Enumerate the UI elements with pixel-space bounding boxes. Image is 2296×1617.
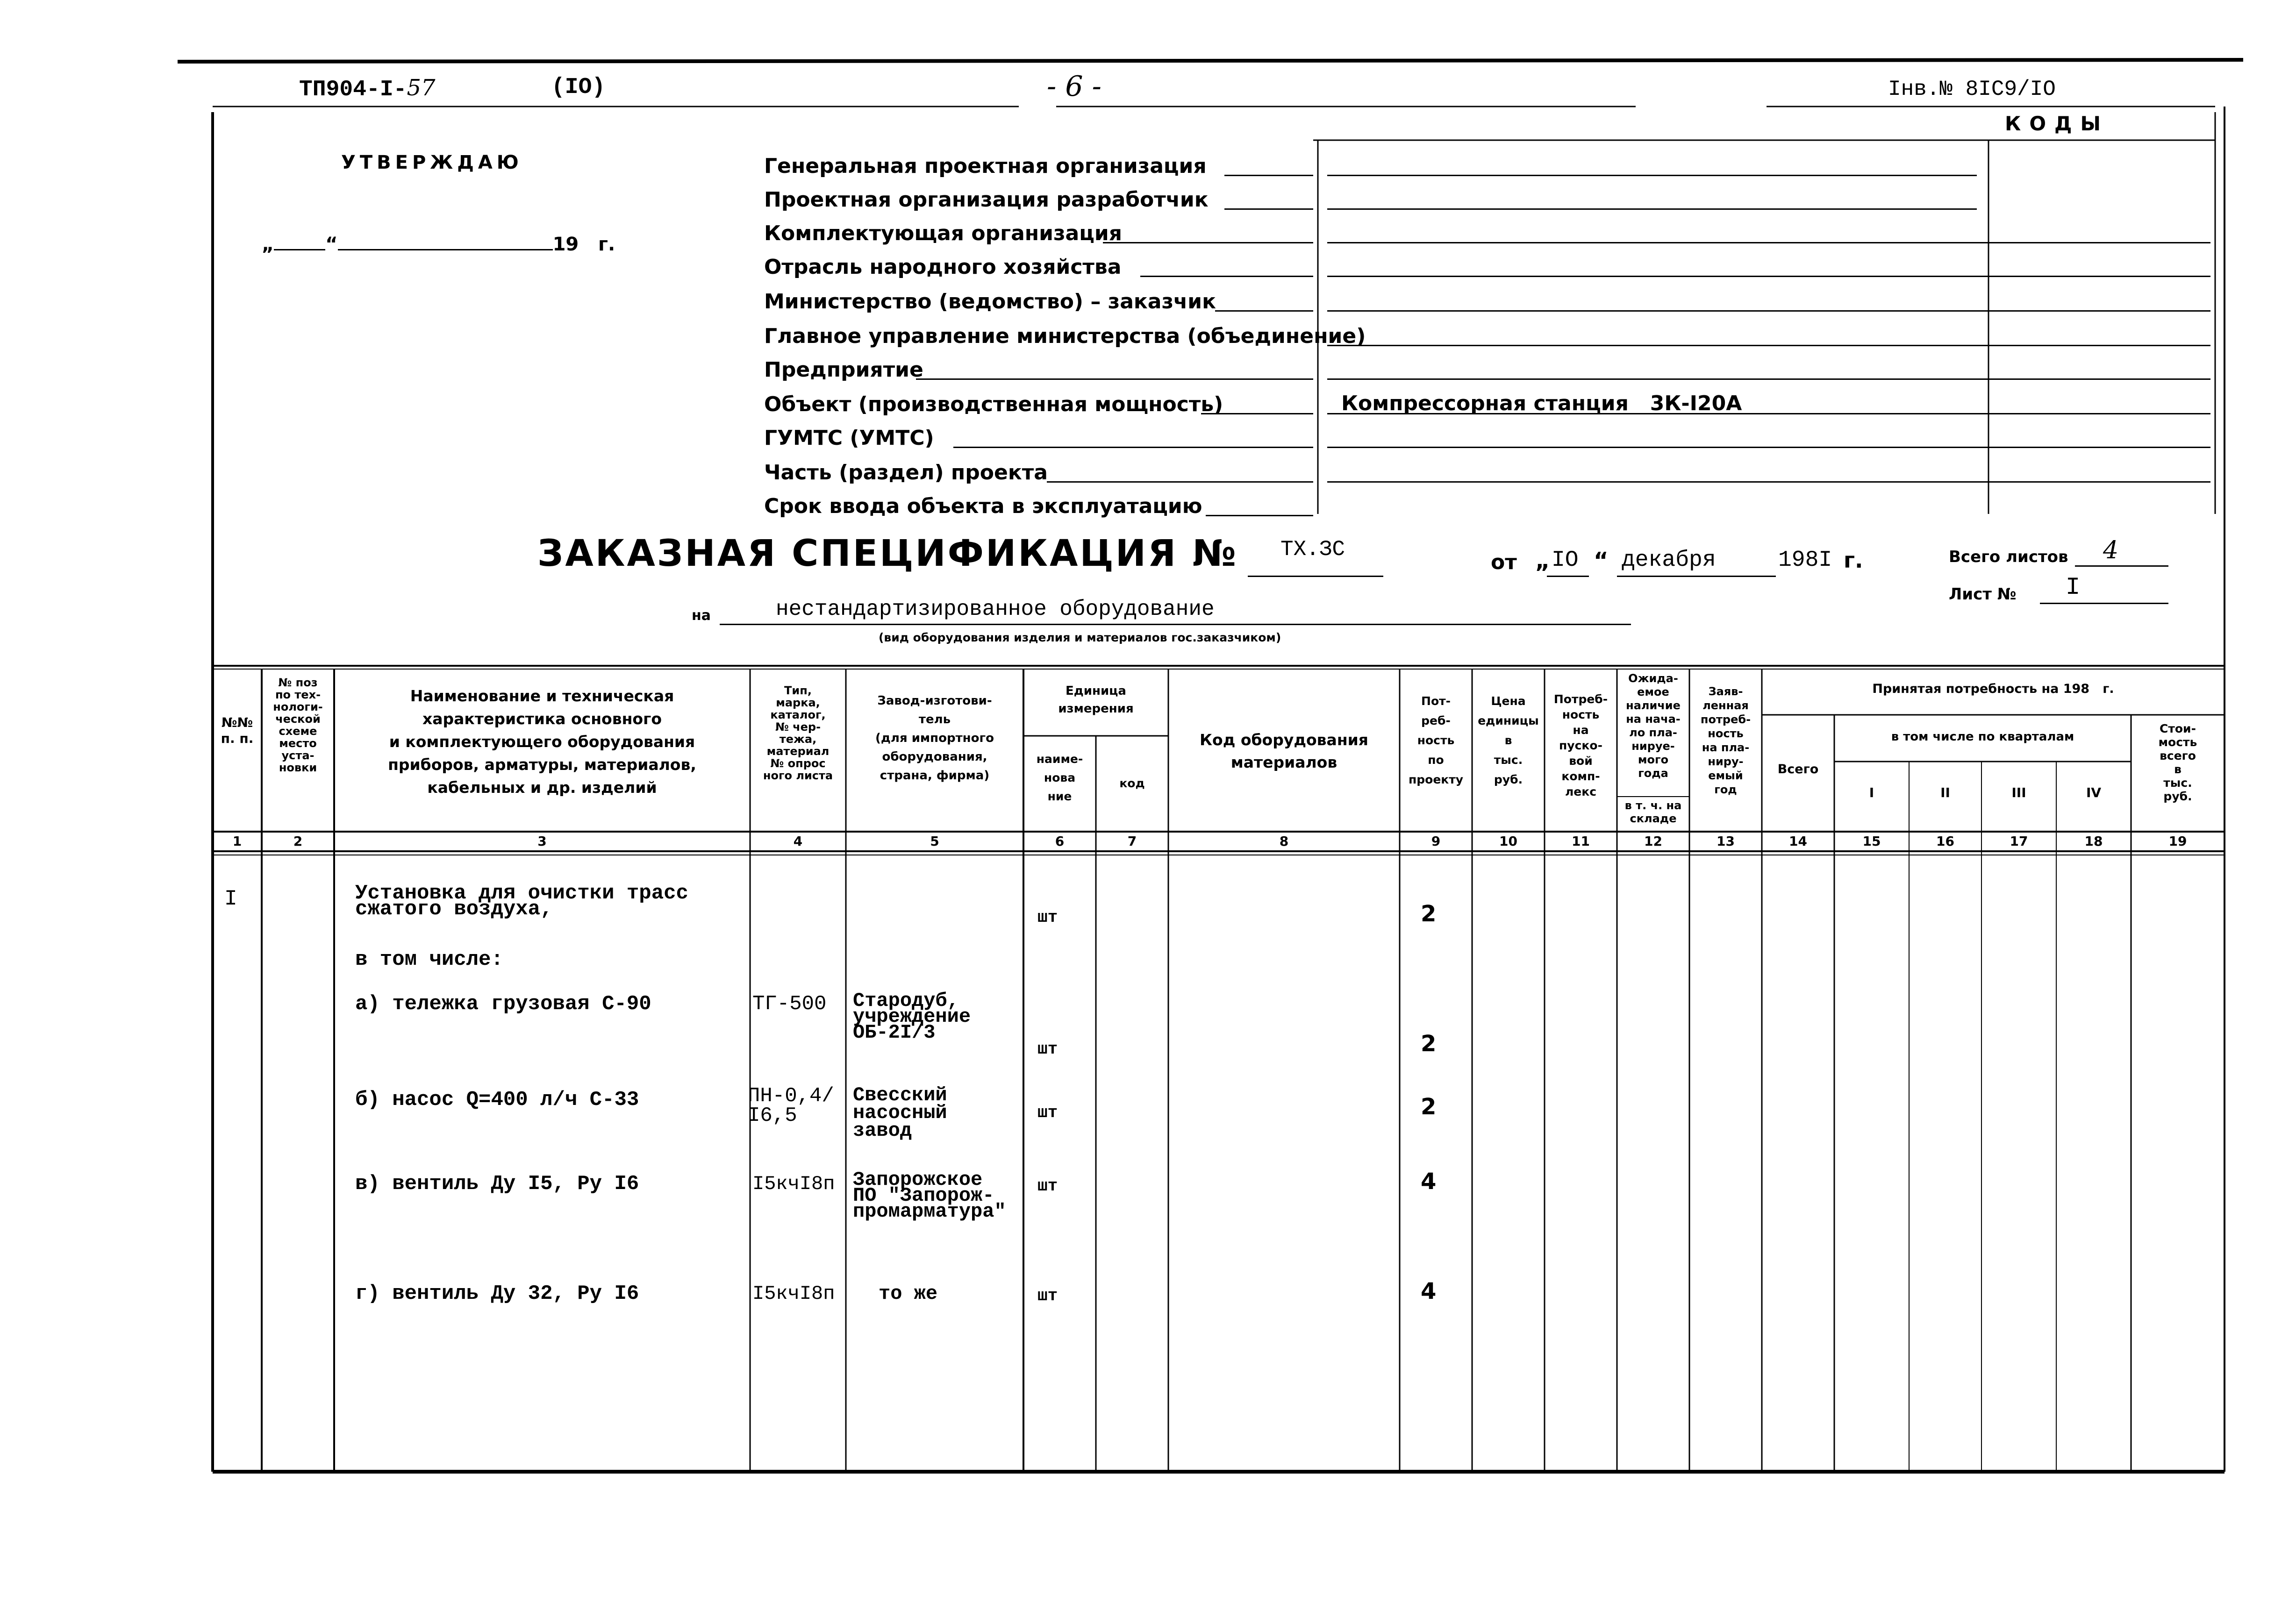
quarters-header: в том числе по кварталам: [1891, 730, 2074, 744]
item-qty: 2: [1421, 1094, 1437, 1120]
item-name: в том числе:: [355, 948, 503, 971]
item-qty: 2: [1421, 1031, 1437, 1057]
item-qty: 4: [1421, 1278, 1437, 1304]
spec-on-label: на: [692, 607, 711, 624]
date-open-quote: „: [262, 234, 274, 255]
org-field-rule: [1201, 413, 1313, 414]
sheets-total-label: Всего листов: [1949, 548, 2068, 566]
org-field-code-rule: [1327, 242, 2210, 243]
org-field-code-rule: [1327, 310, 2210, 312]
spec-number: ТХ.ЗС: [1280, 537, 1345, 562]
org-field-code-rule: [1327, 345, 2210, 346]
org-field-rule: [1215, 310, 1313, 312]
column-number: 10: [1499, 833, 1517, 849]
date-close-quote: “: [325, 234, 338, 255]
column-number: 1: [232, 833, 242, 849]
org-field-label: Комплектующая организация: [764, 221, 1122, 245]
org-field-code-rule: [1327, 175, 1977, 176]
col-header-13: Заяв- ленная потреб- ность на пла- ниру- емый год: [1700, 685, 1751, 796]
org-field-rule: [1103, 242, 1313, 243]
item-unit: шт: [1037, 1286, 1058, 1305]
doc-code: [299, 75, 436, 102]
item-maker: Запорожское ПО "Запорож- промарматура": [853, 1168, 1006, 1223]
item-maker: Свесский насосный завод: [853, 1084, 947, 1142]
doc-code-printed: ТП904-I-: [299, 77, 407, 102]
item-unit: шт: [1037, 1040, 1058, 1059]
col-header-q3: III: [2011, 785, 2026, 800]
org-field-code-rule: [1327, 447, 2210, 448]
org-field-rule: [1224, 175, 1313, 176]
spec-date-open-quote: „: [1535, 548, 1550, 574]
column-number: 13: [1717, 833, 1735, 849]
col-header-q4: IV: [2086, 785, 2102, 800]
item-unit: шт: [1037, 1103, 1058, 1122]
org-field-rule: [1047, 481, 1313, 483]
org-field-rule: [1140, 276, 1313, 277]
column-number: 7: [1127, 833, 1137, 849]
col-header-q1: I: [1869, 785, 1874, 800]
column-number: 3: [537, 833, 547, 849]
col-header-5: Завод-изготови- тель (для импортного оборудования, страна, фирма): [875, 694, 994, 783]
item-name: г) вентиль Ду 32, Ру I6: [355, 1282, 639, 1305]
column-number: 11: [1572, 833, 1590, 849]
spec-month-rule: [1617, 576, 1776, 577]
org-field-label: Генеральная проектная организация: [764, 154, 1207, 178]
column-number: 2: [293, 833, 303, 849]
org-field-label: Проектная организация разработчик: [764, 188, 1209, 212]
item-type: ТГ-500: [752, 992, 827, 1016]
org-field-code-rule: [1327, 481, 2210, 483]
column-number: 4: [793, 833, 803, 849]
item-unit: шт: [1037, 908, 1058, 927]
org-field-code-rule: [1327, 208, 1977, 210]
item-maker: то же: [879, 1282, 938, 1305]
column-number: 15: [1862, 833, 1881, 849]
org-field-label: ГУМТС (УМТС): [764, 426, 934, 450]
org-field-code-rule: [1327, 378, 2210, 380]
col-header-2: № поз по тех- нологи- ческой схеме место уста- новки: [273, 676, 323, 774]
org-field-label: Главное управление министерства (объединение): [764, 324, 1366, 348]
org-field-label: Часть (раздел) проекта: [764, 461, 1048, 484]
item-name: а) тележка грузовая С-90: [355, 992, 651, 1016]
column-number: 6: [1055, 833, 1065, 849]
column-number: 8: [1279, 833, 1289, 849]
item-type: I5кчI8п: [752, 1173, 835, 1195]
accepted-need-header: Принятая потребность на 198 г.: [1872, 682, 2114, 696]
spec-date-close-quote: “: [1594, 548, 1609, 574]
col-header-q2: II: [1940, 785, 1950, 800]
sheet-number-rule: [2040, 603, 2168, 604]
item-type: I5кчI8п: [752, 1282, 835, 1305]
sheets-total: 4: [2103, 536, 2119, 564]
col-header-4: Тип, марка, каталог, № чер- тежа, материал № опрос ного листа: [763, 684, 833, 782]
item-type: ПН-0,4/ I6,5: [748, 1084, 834, 1127]
col-header-6: наиме- нова ние: [1036, 752, 1083, 803]
spec-title: ЗАКАЗНАЯ СПЕЦИФИКАЦИЯ №: [537, 533, 1238, 575]
series-number: (IO): [551, 75, 606, 100]
sheet-number: I: [2066, 574, 2081, 601]
org-field-label: Министерство (ведомство) – заказчик: [764, 290, 1216, 313]
sheet-number-label: Лист №: [1949, 585, 2017, 604]
column-number: 12: [1644, 833, 1662, 849]
approve-title: УТВЕРЖДАЮ: [341, 152, 523, 173]
column-number: 16: [1936, 833, 1954, 849]
spec-day-rule: [1547, 576, 1589, 577]
col-header-12b: в т. ч. на складе: [1624, 799, 1682, 825]
item-maker: Стародуб, учреждение ОБ-2I/3: [853, 990, 971, 1044]
column-number: 19: [2168, 833, 2187, 849]
org-field-rule: [1224, 208, 1313, 210]
codes-title: КОДЫ: [2005, 112, 2109, 135]
approve-year-suffix: г.: [598, 234, 615, 255]
column-number: 18: [2084, 833, 2103, 849]
org-field-label: Отрасль народного хозяйства: [764, 255, 1122, 279]
approve-date-line: [262, 234, 615, 255]
col-header-12: Ожида- емое наличие на нача- ло пла- нируе- мого года: [1626, 672, 1681, 780]
column-number: 17: [2010, 833, 2028, 849]
spec-date-month: декабря: [1622, 548, 1716, 573]
spec-date-prefix: от: [1491, 550, 1517, 574]
inventory-number: Інв.№ 8IC9/IO: [1888, 77, 2056, 101]
page-number: - 6 -: [1047, 70, 1102, 103]
col-header-1: №№ п. п.: [221, 715, 254, 746]
column-number: 9: [1431, 833, 1441, 849]
col-header-19: Стои- мость всего в тыс. руб.: [2158, 722, 2197, 803]
item-unit: шт: [1037, 1176, 1058, 1196]
col-header-3: Наименование и техническая характеристика основного и комплектующего оборудования приборов, арматуры, материалов, кабельных и др. изделий: [388, 687, 696, 797]
column-number: 5: [930, 833, 939, 849]
item-name: в) вентиль Ду I5, Ру I6: [355, 1172, 639, 1196]
org-field-label: Объект (производственная мощность): [764, 392, 1223, 416]
spec-on-rule: [720, 624, 1631, 625]
col-header-10: Цена единицы в тыс. руб.: [1478, 694, 1539, 786]
spec-date-suffix: г.: [1844, 548, 1863, 573]
spec-number-rule: [1248, 576, 1383, 577]
row-number: I: [224, 887, 237, 911]
col-header-11: Потреб- ность на пуско- вой комп- лекс: [1553, 692, 1608, 798]
item-name: Установка для очистки трасс сжатого воздуха,: [355, 882, 688, 921]
spec-date-year: 198I: [1778, 548, 1832, 573]
col-header-6-7-group: Единица измерения: [1058, 684, 1134, 716]
org-field-code-rule: [1327, 276, 2210, 277]
col-header-9: Пот- реб- ность по проекту: [1408, 694, 1464, 786]
org-field-label: Срок ввода объекта в эксплуатацию: [764, 494, 1202, 518]
approve-year-label: 19: [552, 234, 579, 255]
spec-date-day: IO: [1552, 548, 1579, 573]
doc-code-handwritten: 57: [407, 75, 436, 101]
item-name: б) насос Q=400 л/ч С-33: [355, 1088, 639, 1111]
sheets-total-rule: [2075, 565, 2168, 567]
object-value: Компрессорная станция 3К-I20А: [1341, 392, 1742, 415]
item-qty: 4: [1421, 1168, 1437, 1195]
col-header-7: код: [1119, 776, 1145, 790]
org-field-rule: [953, 447, 1313, 448]
spec-on-value: нестандартизированное оборудование: [776, 597, 1215, 621]
col-header-14: Всего: [1777, 762, 1819, 776]
col-header-8: Код оборудования материалов: [1200, 731, 1368, 771]
item-qty: 2: [1421, 901, 1437, 927]
spec-on-caption: (вид оборудования изделия и материалов гос.заказчиком): [879, 631, 1281, 644]
org-field-rule: [916, 378, 1313, 380]
org-field-rule: [1206, 515, 1313, 516]
org-field-code-rule: [1327, 413, 2210, 414]
column-number: 14: [1789, 833, 1807, 849]
org-field-label: Предприятие: [764, 358, 923, 382]
